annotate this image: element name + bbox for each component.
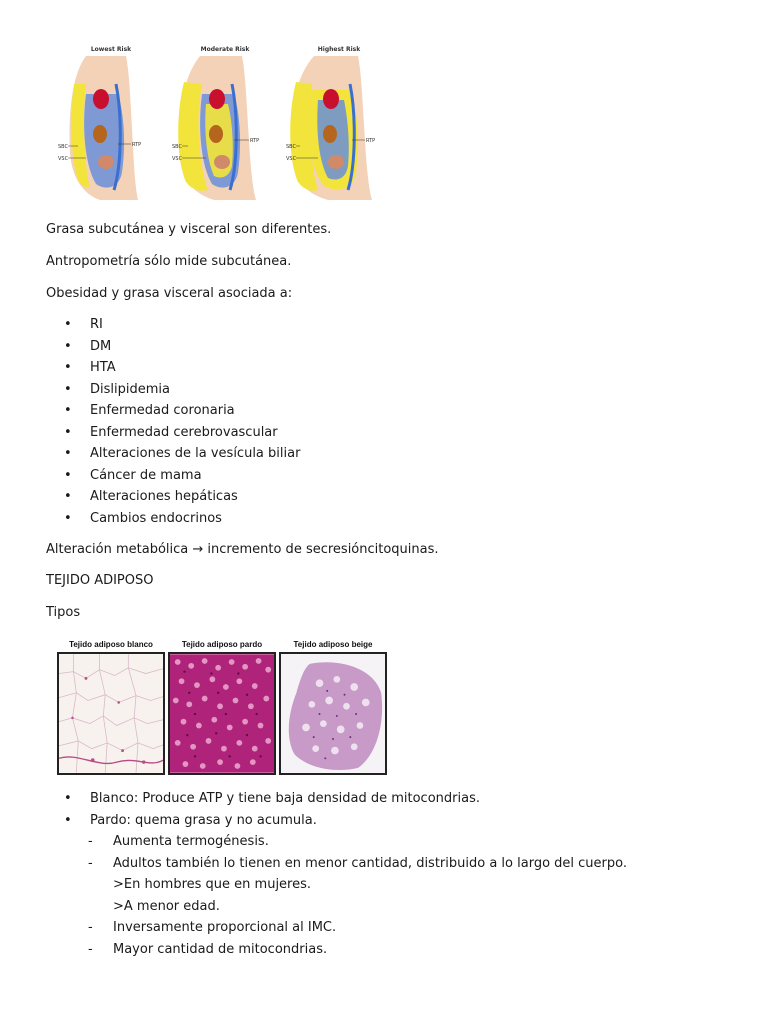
risk-caption: Moderate Risk: [200, 46, 250, 53]
sublist-item: - Adultos también lo tienen en menor cantidad, distribuido a lo largo del cuerpo.: [88, 853, 627, 875]
svg-text:SBC: SBC: [58, 144, 69, 150]
paragraph: Antropometría sólo mide subcutánea.: [46, 254, 292, 269]
risk-panel-moderate: [170, 42, 280, 202]
paragraph: Obesidad y grasa visceral asociada a:: [46, 286, 293, 301]
svg-text:SBC: SBC: [172, 144, 183, 150]
list-item: • Pardo: quema grasa y no acumula.: [64, 810, 480, 832]
paragraph: Grasa subcutánea y visceral son diferentes.: [46, 222, 332, 237]
tissue-micrograph-blanco: [57, 652, 165, 775]
associated-conditions-list: [64, 314, 300, 529]
tissue-panel-blanco: [57, 638, 165, 775]
list-item: • Dislipidemia: [64, 379, 300, 401]
risk-panel-lowest: [56, 42, 166, 202]
svg-text:VSC: VSC: [172, 156, 183, 162]
adipose-types-list: [64, 788, 480, 831]
svg-text:SBC: SBC: [286, 144, 297, 150]
sublist-item: >A menor edad.: [113, 898, 220, 914]
list-item: • Enfermedad coronaria: [64, 400, 300, 422]
sublist-item: - Inversamente proporcional al IMC.: [88, 917, 627, 939]
paragraph: Alteración metabólica → incremento de secresióncitoquinas.: [46, 542, 439, 557]
list-item: • DM: [64, 336, 300, 358]
svg-text:RTP: RTP: [366, 138, 376, 144]
list-item: • Cáncer de mama: [64, 465, 300, 487]
risk-caption: Highest Risk: [317, 46, 361, 53]
sublist-item: >En hombres que en mujeres.: [113, 877, 312, 892]
list-item: • Alteraciones de la vesícula biliar: [64, 443, 300, 465]
tissue-panel-beige: [279, 638, 387, 775]
tissue-panel-pardo: [168, 638, 276, 775]
sublist-item: - Mayor cantidad de mitocondrias.: [88, 939, 627, 961]
sublist-item: - Aumenta termogénesis.: [88, 831, 627, 853]
svg-text:RTP: RTP: [132, 142, 142, 148]
section-heading: TEJIDO ADIPOSO: [46, 573, 154, 588]
tissue-micrograph-pardo: [168, 652, 276, 775]
tissue-caption: Tejido adiposo pardo: [181, 640, 263, 649]
svg-text:VSC: VSC: [58, 156, 69, 162]
list-item: • Cambios endocrinos: [64, 508, 300, 530]
list-item: • RI: [64, 314, 300, 336]
paragraph: Tipos: [46, 605, 81, 620]
list-item: • Enfermedad cerebrovascular: [64, 422, 300, 444]
pardo-details-sublist: [88, 831, 627, 960]
svg-text:VSC: VSC: [286, 156, 297, 162]
torso-illustration: [170, 54, 280, 202]
list-item: • HTA: [64, 357, 300, 379]
list-item: • Blanco: Produce ATP y tiene baja densidad de mitocondrias.: [64, 788, 480, 810]
svg-text:RTP: RTP: [250, 138, 260, 144]
adipose-tissue-types-figure: [57, 638, 387, 775]
torso-illustration: [56, 54, 166, 202]
torso-illustration: [284, 54, 394, 202]
risk-caption: Lowest Risk: [90, 46, 132, 53]
visceral-fat-risk-figure: [56, 42, 396, 202]
tissue-caption: Tejido adiposo blanco: [69, 640, 153, 649]
risk-panel-highest: [284, 42, 394, 202]
list-item: • Alteraciones hepáticas: [64, 486, 300, 508]
tissue-caption: Tejido adiposo beige: [293, 640, 373, 649]
tissue-micrograph-beige: [279, 652, 387, 775]
